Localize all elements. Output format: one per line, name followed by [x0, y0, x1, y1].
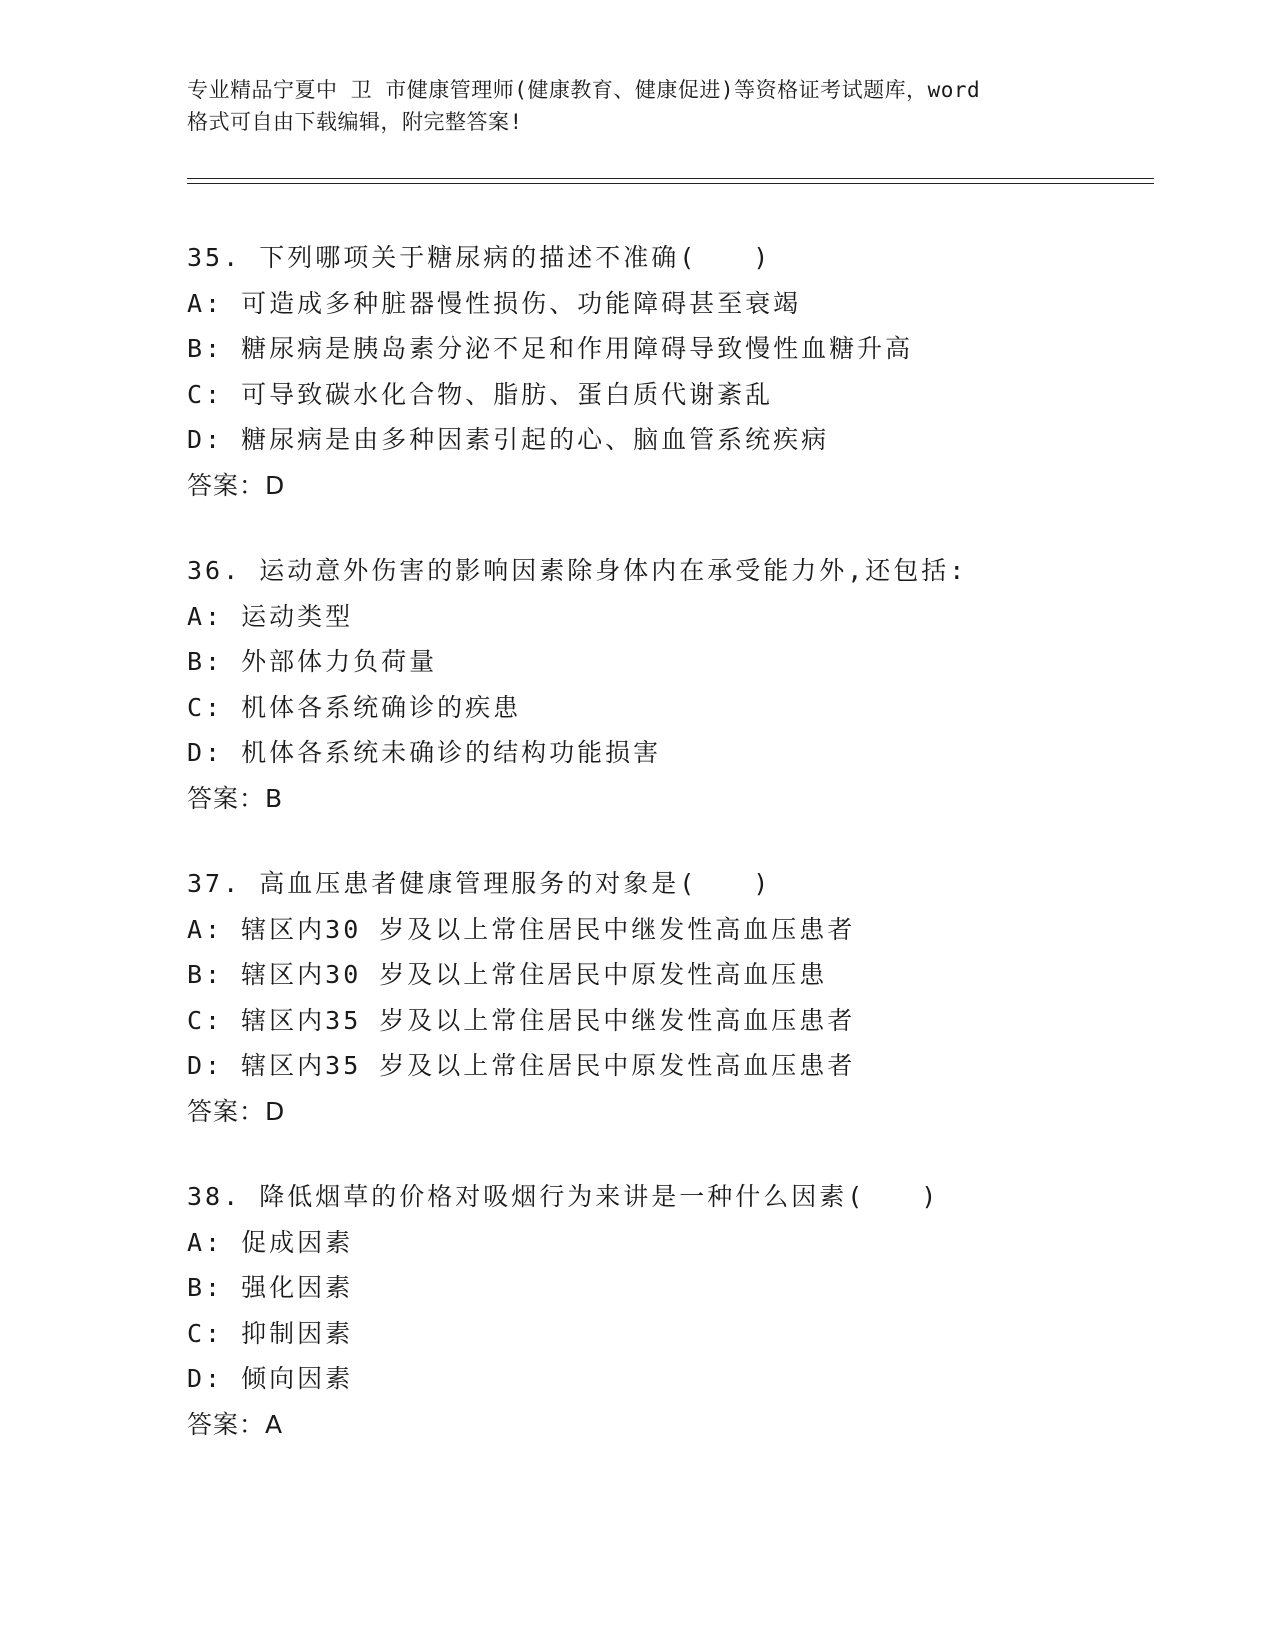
- question-stem: 37. 高血压患者健康管理服务的对象是( ): [187, 869, 772, 898]
- option-c: C: 辖区内35 岁及以上常住居民中继发性高血压患者: [187, 1005, 856, 1035]
- header-line-2: 格式可自由下载编辑，附完整答案!: [187, 110, 523, 134]
- option-a: A: 辖区内30 岁及以上常住居民中继发性高血压患者: [187, 914, 856, 944]
- question-stem: 36. 运动意外伤害的影响因素除身体内在承受能力外,还包括:: [187, 556, 968, 585]
- option-b: B: 辖区内30 岁及以上常住居民中原发性高血压患: [187, 960, 828, 989]
- option-c: C: 机体各系统确诊的疾患: [187, 692, 522, 722]
- header-line-1: 专业精品宁夏中 卫 市健康管理师(健康教育、健康促进)等资格证考试题库，word: [187, 78, 981, 102]
- document-header: [187, 74, 1087, 138]
- option-a: A: 可造成多种脏器慢性损伤、功能障碍甚至衰竭: [187, 288, 802, 318]
- option-b: B: 糖尿病是胰岛素分泌不足和作用障碍导致慢性血糖升高: [187, 334, 914, 363]
- question-36: [187, 548, 1147, 821]
- question-37: [187, 861, 1147, 1134]
- question-stem: 35. 下列哪项关于糖尿病的描述不准确( ): [187, 243, 772, 272]
- answer-label: 答案：D: [187, 1096, 286, 1126]
- option-d: D: 机体各系统未确诊的结构功能损害: [187, 738, 662, 767]
- answer-label: 答案：A: [187, 1409, 284, 1439]
- option-b: B: 外部体力负荷量: [187, 647, 438, 676]
- answer-label: 答案：D: [187, 470, 286, 500]
- answer-label: 答案：B: [187, 783, 284, 813]
- header-divider-top: [187, 178, 1154, 179]
- option-d: D: 辖区内35 岁及以上常住居民中原发性高血压患者: [187, 1051, 856, 1080]
- option-c: C: 可导致碳水化合物、脂肪、蛋白质代谢紊乱: [187, 379, 774, 409]
- header-divider-bottom: [187, 183, 1154, 184]
- question-stem: 38. 降低烟草的价格对吸烟行为来讲是一种什么因素( ): [187, 1182, 940, 1211]
- option-d: D: 倾向因素: [187, 1364, 354, 1393]
- option-c: C: 抑制因素: [187, 1318, 354, 1348]
- question-38: [187, 1174, 1147, 1447]
- option-d: D: 糖尿病是由多种因素引起的心、脑血管系统疾病: [187, 425, 830, 454]
- question-list: [187, 235, 1147, 1487]
- option-a: A: 促成因素: [187, 1227, 354, 1257]
- option-b: B: 强化因素: [187, 1273, 354, 1302]
- option-a: A: 运动类型: [187, 601, 354, 631]
- question-35: [187, 235, 1147, 508]
